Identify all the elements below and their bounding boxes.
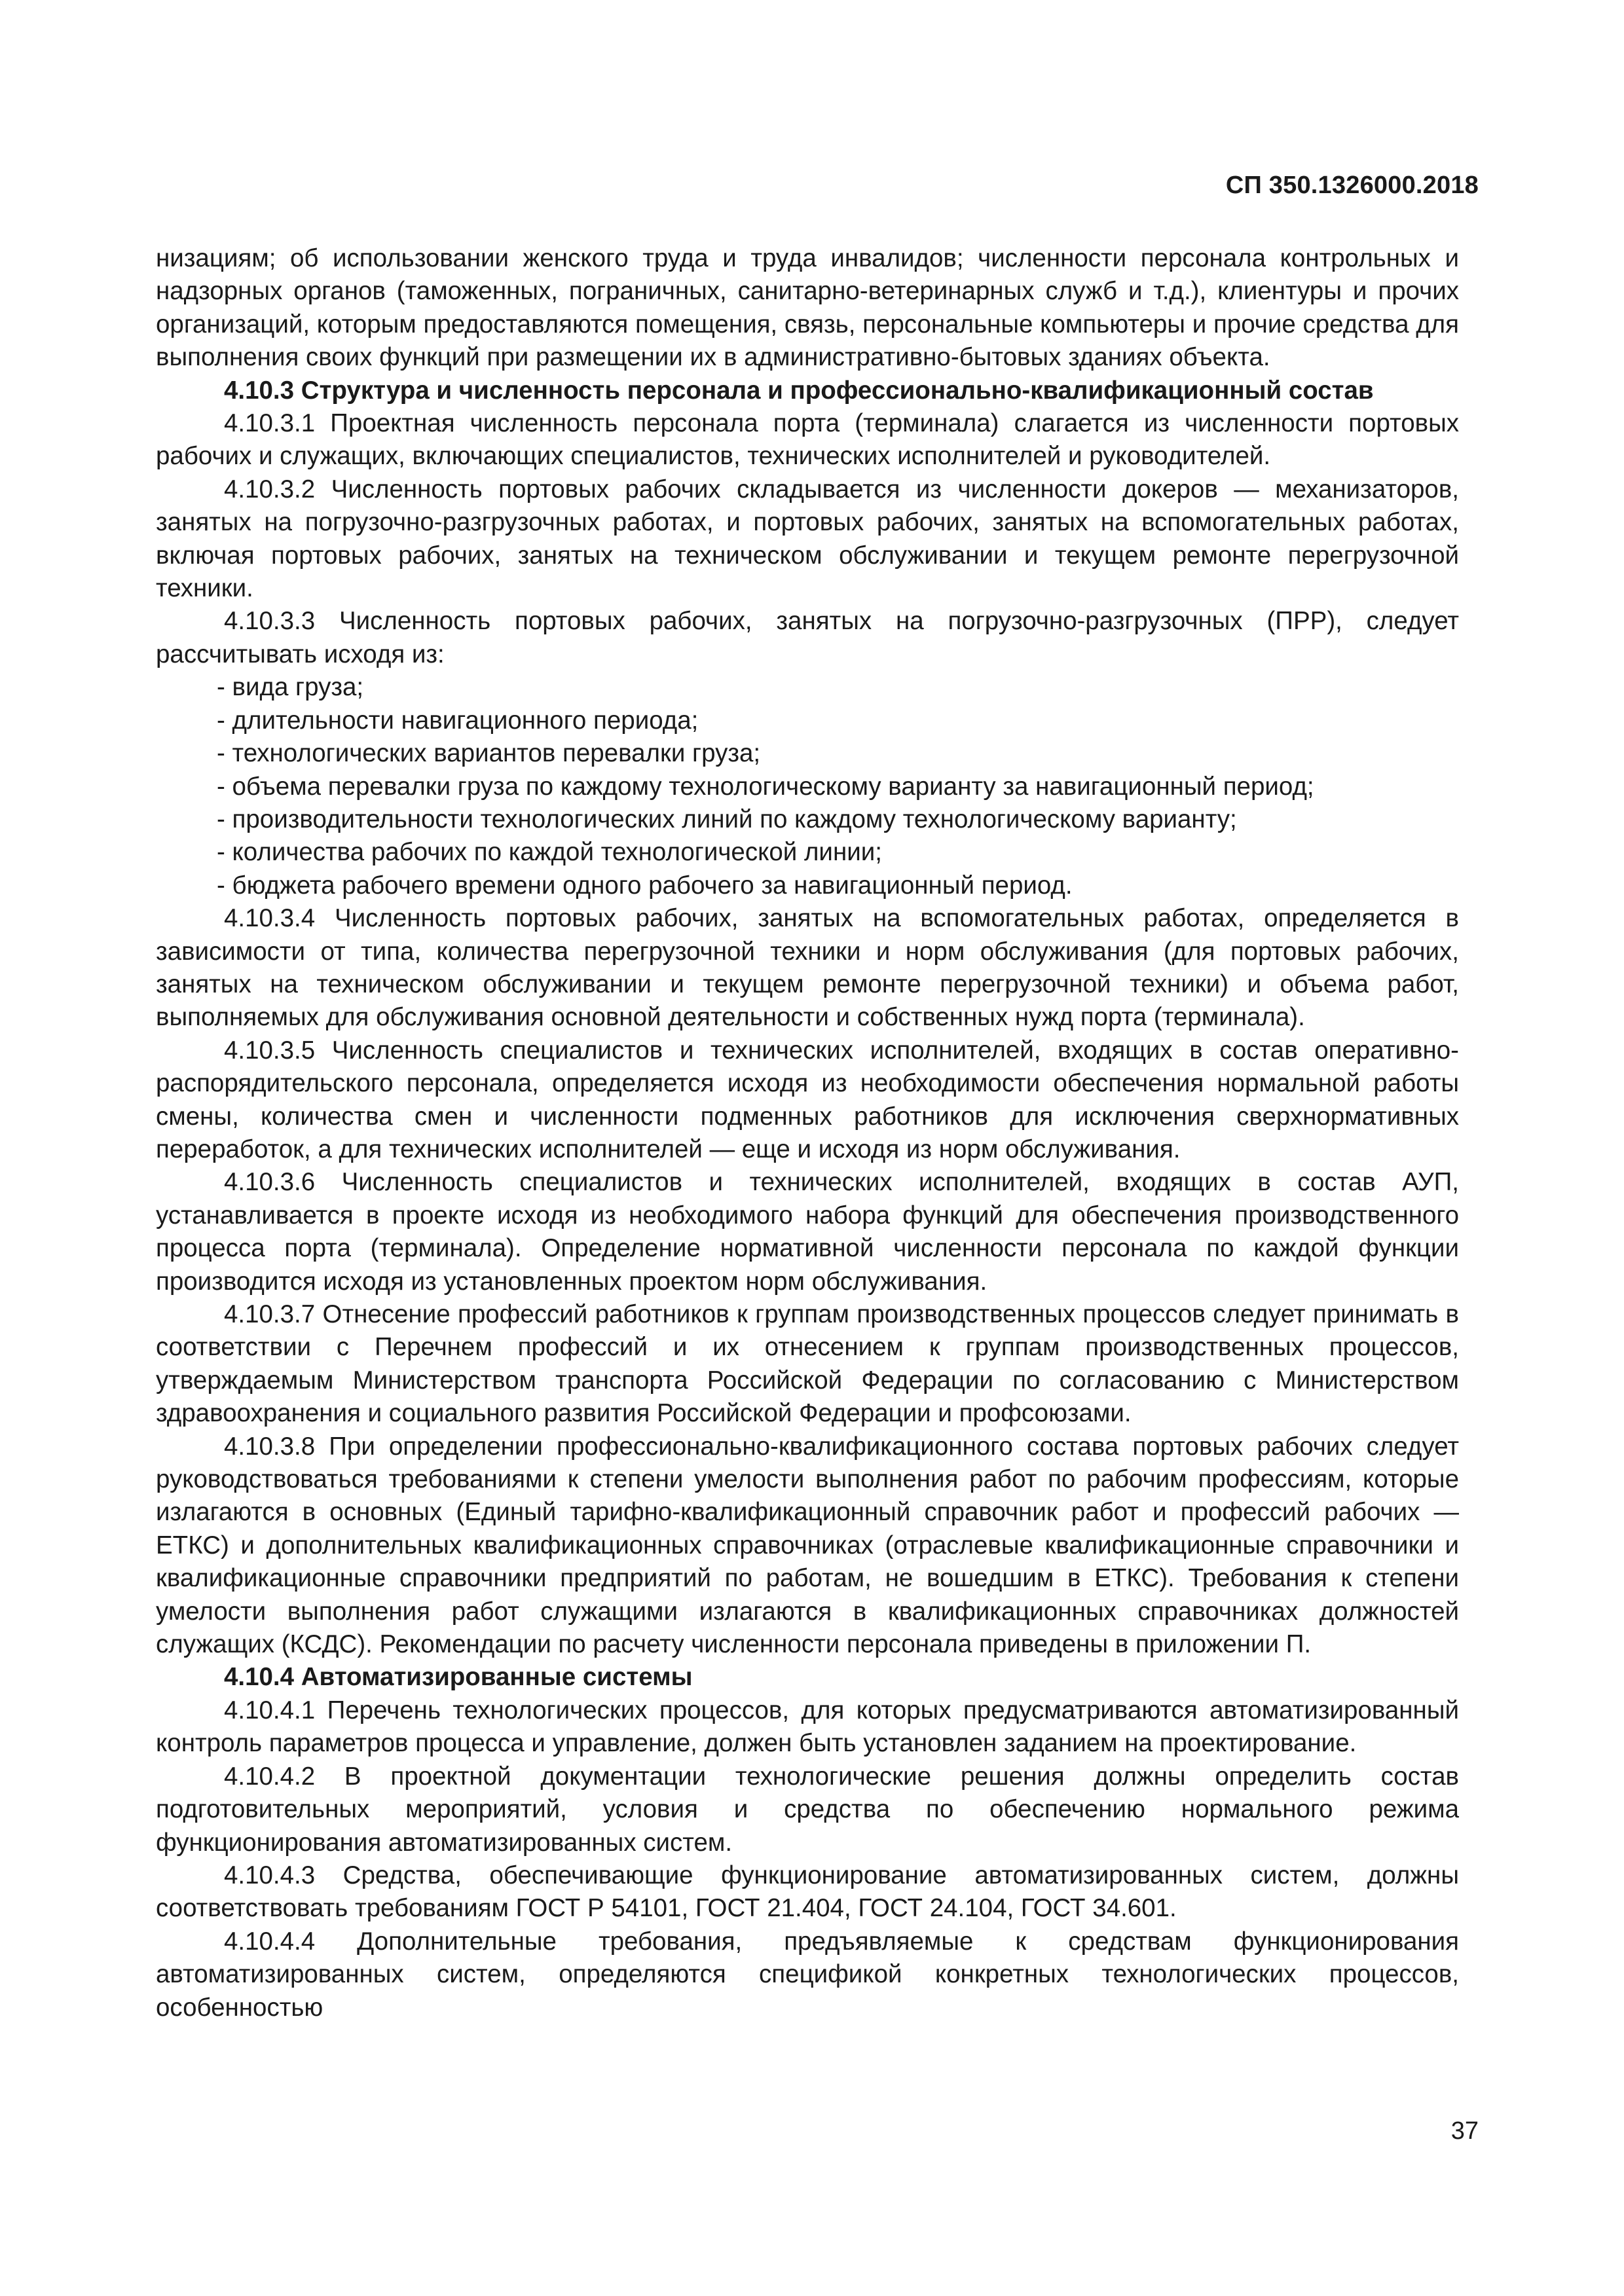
paragraph-4-10-3-8: 4.10.3.8 При определении профессионально-квалификационного состава портовых рабочих следует руководствоваться требованиями к степени умелости выполнения работ по рабочим профессиям, которые излагаются в основных (Единый тарифно-квалификационный справочник работ и профессий рабочих — ЕТКС) и дополнительных квалификационных справочниках (отраслевые квалификационные справочники и квалификационные справочники предприятий по работам, не вошедшим в ЕТКС). Требования к степени умелости выполнения работ служащими излагаются в квалификационных справочниках должностей служащих (КСДС). Рекомендации по расчету численности персонала приведены в приложении П. <box>156 1432 1459 1659</box>
paragraph-continued: низациям; об использовании женского труда и труда инвалидов; численности персонала контрольных и надзорных органов (таможенных, пограничных, санитарно-ветеринарных служб и т.д.), клиентуры и прочих организаций, которым предоставляются помещения, связь, персональные компьютеры и прочие средства для выполнения своих функций при размещении их в административно-бытовых зданиях объекта. <box>156 244 1459 372</box>
list-item: - количества рабочих по каждой технологической линии; <box>217 838 882 867</box>
paragraph-4-10-3-5: 4.10.3.5 Численность специалистов и технических исполнителей, входящих в состав оперативно-распорядительского персонала, определяется исходя из необходимости обеспечения нормальной работы смены, количества смен и численности подменных работников для исключения сверхнормативных переработок, а для технических исполнителей — еще и исходя из норм обслуживания. <box>156 1036 1459 1163</box>
list-item: - технологических вариантов перевалки груза; <box>217 739 761 768</box>
paragraph-4-10-3-4: 4.10.3.4 Численность портовых рабочих, занятых на вспомогательных работах, определяется в зависимости от типа, количества перегрузочной техники и норм обслуживания (для портовых рабочих, занятых на техническом обслуживании и текущем ремонте перегрузочной техники) и объема работ, выполняемых для обслуживания основной деятельности и собственных нужд порта (терминала). <box>156 904 1459 1032</box>
page-number: 37 <box>1450 2117 1479 2145</box>
section-heading-4-10-3: 4.10.3 Структура и численность персонала и профессионально-квалификационный состав <box>224 376 1374 405</box>
paragraph-4-10-3-1: 4.10.3.1 Проектная численность персонала порта (терминала) слагается из численности портовых рабочих и служащих, включающих специалистов, технических исполнителей и руководителей. <box>156 409 1459 471</box>
paragraph-4-10-3-2: 4.10.3.2 Численность портовых рабочих складывается из численности докеров — механизаторов, занятых на погрузочно-разгрузочных работах, и портовых рабочих, занятых на вспомогательных работах, включая портовых рабочих, занятых на техническом обслуживании и текущем ремонте перегрузочной техники. <box>156 475 1459 603</box>
list-item: - вида груза; <box>217 673 364 702</box>
list-item: - длительности навигационного периода; <box>217 706 699 735</box>
paragraph-4-10-4-4: 4.10.4.4 Дополнительные требования, предъявляемые к средствам функционирования автоматизированных систем, определяются спецификой конкретных технологических процессов, особенностью <box>156 1927 1459 2022</box>
paragraph-4-10-4-2: 4.10.4.2 В проектной документации технологические решения должны определить состав подготовительных мероприятий, условия и средства по обеспечению нормального режима функционирования автоматизированных систем. <box>156 1762 1459 1857</box>
paragraph-4-10-3-6: 4.10.3.6 Численность специалистов и технических исполнителей, входящих в состав АУП, устанавливается в проекте исходя из необходимого набора функций для обеспечения производственного процесса порта (терминала). Определение нормативной численности персонала по каждой функции производится исходя из установленных проектом норм обслуживания. <box>156 1168 1459 1296</box>
list-item: - производительности технологических линий по каждому технологическому варианту; <box>217 805 1237 833</box>
paragraph-4-10-3-3: 4.10.3.3 Численность портовых рабочих, занятых на погрузочно-разгрузочных (ПРР), следует рассчитывать исходя из: <box>156 607 1459 668</box>
paragraph-4-10-3-7: 4.10.3.7 Отнесение профессий работников к группам производственных процессов следует принимать в соответствии с Перечнем профессий и их отнесением к группам производственных процессов, утверждаемым Министерством транспорта Российской Федерации по согласованию с Министерством здравоохранения и социального развития Российской Федерации и профсоюзами. <box>156 1300 1459 1428</box>
list-item: - объема перевалки груза по каждому технологическому варианту за навигационный период; <box>217 772 1314 801</box>
document-code: СП 350.1326000.2018 <box>1225 172 1479 199</box>
paragraph-4-10-4-1: 4.10.4.1 Перечень технологических процессов, для которых предусматриваются автоматизированный контроль параметров процесса и управление, должен быть установлен заданием на проектирование. <box>156 1696 1459 1758</box>
paragraph-4-10-4-3: 4.10.4.3 Средства, обеспечивающие функционирование автоматизированных систем, должны соответствовать требованиям ГОСТ Р 54101, ГОСТ 21.404, ГОСТ 24.104, ГОСТ 34.601. <box>156 1861 1459 1923</box>
page-body <box>156 242 1459 2024</box>
list-item: - бюджета рабочего времени одного рабочего за навигационный период. <box>217 871 1073 900</box>
section-heading-4-10-4: 4.10.4 Автоматизированные системы <box>224 1663 693 1692</box>
